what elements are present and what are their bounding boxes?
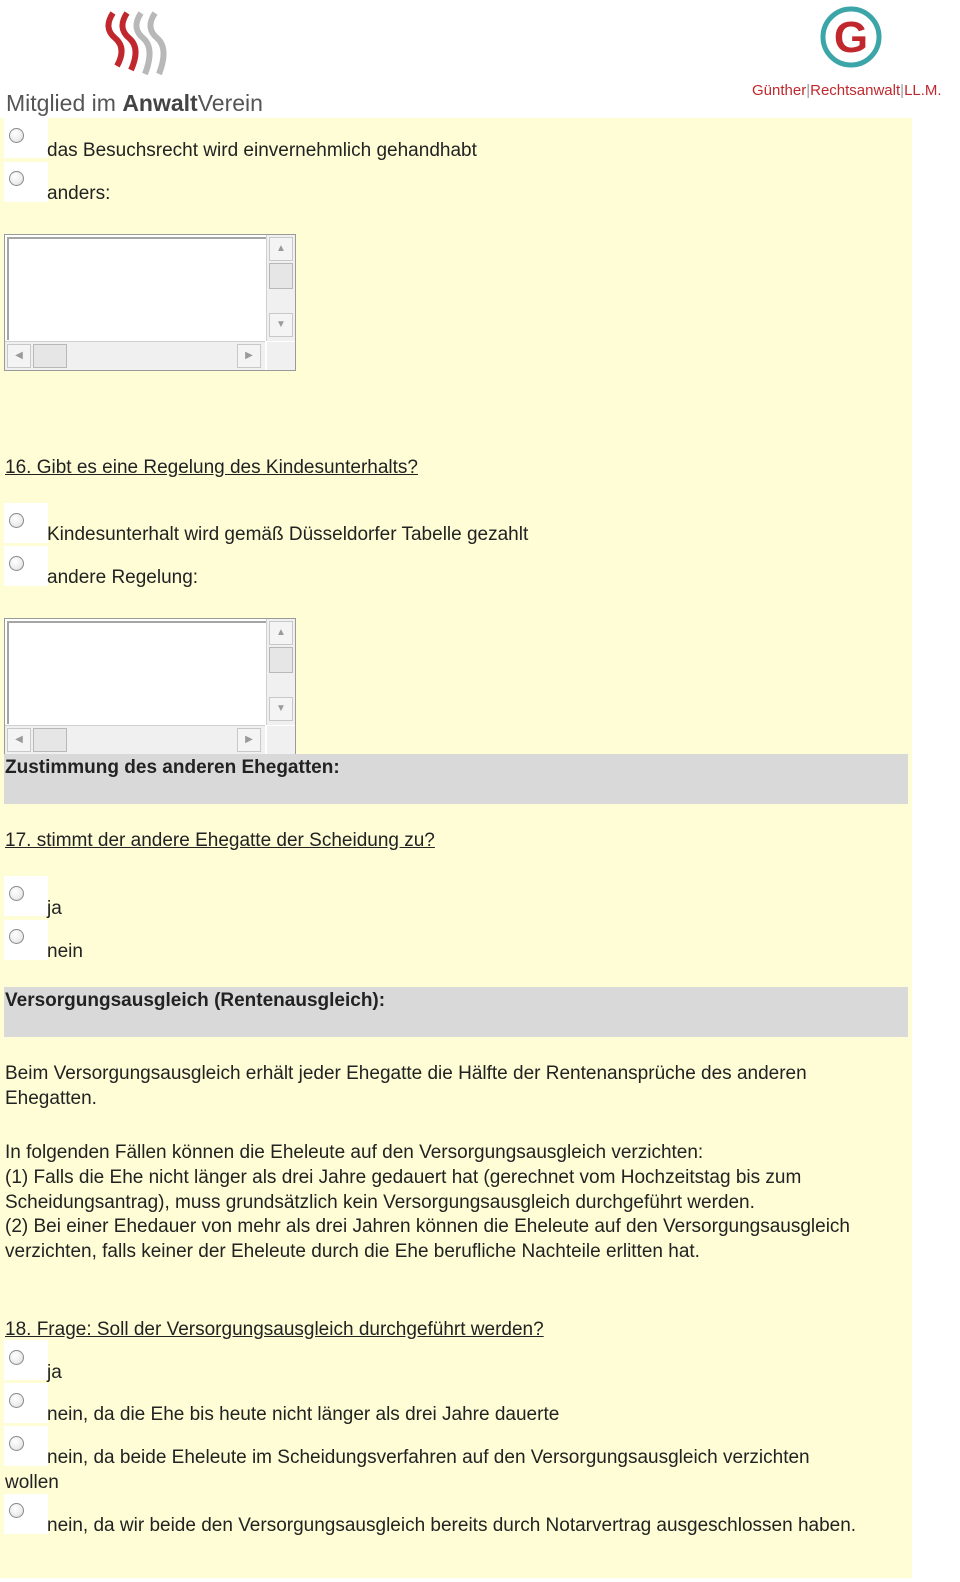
scroll-corner — [267, 726, 295, 754]
option-pension-waive-label: nein, da beide Eheleute im Scheidungsverfahren auf den Versorgungsausgleich verzichten wollen — [5, 1447, 810, 1493]
vertical-scrollbar[interactable] — [266, 619, 295, 725]
scroll-thumb-horizontal[interactable] — [33, 728, 67, 752]
radio-visitation-agreed[interactable] — [9, 128, 24, 143]
scroll-thumb-horizontal[interactable] — [33, 344, 67, 368]
anwaltverein-logo — [6, 8, 276, 120]
radio-child-support-table[interactable] — [9, 513, 24, 528]
question-16: 16. Gibt es eine Regelung des Kindesunterhalts? — [5, 457, 418, 478]
guenther-logo — [750, 2, 955, 107]
scroll-right-icon[interactable]: ▶ — [237, 728, 261, 752]
child-support-other-textarea[interactable] — [4, 618, 296, 755]
radio-visitation-other[interactable] — [9, 171, 24, 186]
horizontal-scrollbar[interactable] — [5, 725, 265, 754]
option-consent-yes-label: ja — [47, 898, 62, 919]
scroll-thumb[interactable] — [269, 647, 293, 673]
scroll-left-icon[interactable]: ◀ — [7, 728, 31, 752]
radio-consent-no[interactable] — [9, 929, 24, 944]
textarea-input-area[interactable] — [7, 621, 267, 724]
radio-child-support-other[interactable] — [9, 556, 24, 571]
question-18: 18. Frage: Soll der Versorgungsausgleich durchgeführt werden? — [5, 1319, 544, 1340]
anwaltverein-mark-icon — [101, 8, 271, 83]
pension-intro-text: Beim Versorgungsausgleich erhält jeder Ehegatte die Hälfte der Rentenansprüche des anderen Ehegatten. — [5, 1063, 807, 1109]
option-pension-yes-label: ja — [47, 1362, 62, 1383]
option-visitation-agreed-label: das Besuchsrecht wird einvernehmlich gehandhabt — [47, 140, 477, 161]
scroll-up-icon[interactable]: ▲ — [269, 621, 293, 645]
scroll-down-icon[interactable]: ▼ — [269, 313, 293, 337]
scroll-down-icon[interactable]: ▼ — [269, 697, 293, 721]
option-visitation-other-label: anders: — [47, 183, 111, 204]
guenther-g-letter: G — [833, 13, 869, 62]
radio-pension-yes[interactable] — [9, 1350, 24, 1365]
scroll-thumb[interactable] — [269, 263, 293, 289]
option-child-support-table-label: Kindesunterhalt wird gemäß Düsseldorfer Tabelle gezahlt — [47, 524, 529, 545]
option-consent-no-label: nein — [47, 941, 83, 962]
consent-section-title: Zustimmung des anderen Ehegatten: — [5, 757, 340, 778]
scroll-right-icon[interactable]: ▶ — [237, 344, 261, 368]
radio-consent-yes[interactable] — [9, 886, 24, 901]
guenther-wordmark: Günther|Rechtsanwalt|LL.M. — [752, 82, 942, 99]
vertical-scrollbar[interactable] — [266, 235, 295, 341]
radio-pension-short-marriage[interactable] — [9, 1393, 24, 1408]
scroll-up-icon[interactable]: ▲ — [269, 237, 293, 261]
horizontal-scrollbar[interactable] — [5, 341, 265, 370]
textarea-input-area[interactable] — [7, 237, 267, 340]
pension-section-title: Versorgungsausgleich (Rentenausgleich): — [5, 990, 386, 1011]
scroll-left-icon[interactable]: ◀ — [7, 344, 31, 368]
scroll-corner — [267, 342, 295, 370]
pension-waiver-case-2: (2) Bei einer Ehedauer von mehr als drei Jahren können die Eheleute auf den Versorgungsausgleich verzichten, falls keiner der Eheleute durch die Ehe berufliche Nachteile erlitten hat. — [5, 1216, 850, 1262]
guenther-g-mark-icon — [816, 2, 886, 72]
option-pension-short-marriage-label: nein, da die Ehe bis heute nicht länger als drei Jahre dauerte — [47, 1404, 560, 1425]
question-17: 17. stimmt der andere Ehegatte der Scheidung zu? — [5, 830, 435, 851]
pension-waiver-intro: In folgenden Fällen können die Eheleute auf den Versorgungsausgleich verzichten: — [5, 1142, 704, 1163]
anwaltverein-wordmark: Mitglied im AnwaltVerein — [6, 90, 263, 116]
visitation-other-textarea[interactable] — [4, 234, 296, 371]
pension-waiver-case-1: (1) Falls die Ehe nicht länger als drei Jahre gedauert hat (gerechnet vom Hochzeitstag bis zum Scheidungsantrag), muss grundsätzlich kein Versorgungsausgleich durchgeführt werden. — [5, 1167, 802, 1213]
option-pension-notary-label: nein, da wir beide den Versorgungsausgleich bereits durch Notarvertrag ausgeschlossen haben. — [47, 1515, 857, 1536]
option-child-support-other-label: andere Regelung: — [47, 567, 199, 588]
